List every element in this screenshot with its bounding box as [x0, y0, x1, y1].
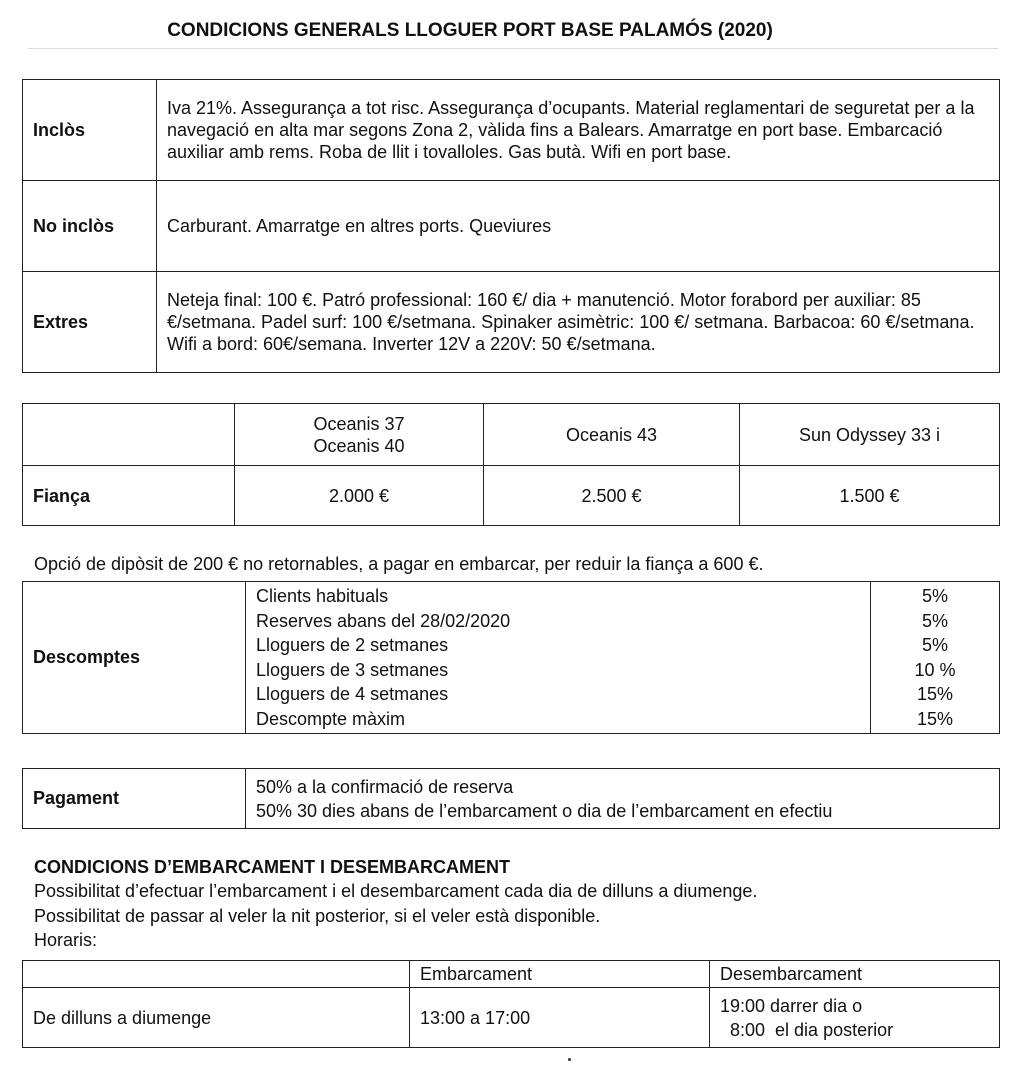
paragraph: Horaris: [34, 930, 98, 950]
column-header: Embarcament [410, 961, 710, 988]
model-header [235, 404, 484, 466]
title-divider [28, 48, 998, 49]
list-item: 10 % [914, 659, 956, 680]
extras-text: Neteja final: 100 €. Patró professional: 160 €/ dia + manutenció. Motor forabord per auxiliar: 85 €/setmana. Padel surf: 100 €/setmana. Spinaker asimètric: 100 €/ setmana. Barbacoa: 60 €/setmana. Wifi a bord: 60€/semana. Inverter 12V a 220V: 50 €/setmana. [157, 272, 1000, 373]
disembark-time [710, 988, 1000, 1048]
table-row [23, 961, 1000, 988]
table-row [23, 466, 1000, 526]
deposit-value: 2.000 € [235, 466, 484, 526]
table-row [23, 769, 1000, 829]
list-item: 50% 30 dies abans de l’embarcament o dia de l’embarcament en efectiu [256, 800, 833, 821]
section-heading: CONDICIONS D’EMBARCAMENT I DESEMBARCAMENT [34, 857, 510, 877]
not-included-text: Carburant. Amarratge en altres ports. Queviures [157, 181, 1000, 272]
table-row [23, 272, 1000, 373]
conditions-table [22, 79, 1000, 373]
payment-label: Pagament [23, 769, 246, 829]
blank-cell [23, 404, 235, 466]
model-name: Oceanis 37 [313, 413, 405, 434]
deposit-label: Fiança [23, 466, 235, 526]
list-item: Lloguers de 4 setmanes [256, 684, 449, 704]
list-item: Descompte màxim [256, 708, 406, 729]
discount-percentages [871, 582, 1000, 734]
model-header: Sun Odyssey 33 i [740, 404, 1000, 466]
disembark-line: 8:00 el dia posterior [730, 1019, 894, 1040]
list-item: 5% [921, 586, 948, 606]
list-item: 15% [916, 684, 954, 704]
deposit-value: 1.500 € [740, 466, 1000, 526]
schedule-table [22, 960, 1000, 1048]
deposit-table [22, 403, 1000, 526]
discounts-table [22, 581, 1000, 734]
payment-lines [246, 769, 1000, 829]
deposit-value: 2.500 € [484, 466, 740, 526]
list-item: Reserves abans del 28/02/2020 [256, 610, 511, 631]
discounts-label: Descomptes [23, 582, 246, 734]
deposit-note: Opció de dipòsit de 200 € no retornables, a pagar en embarcar, per reduir la fiança a 600 €. [34, 554, 764, 574]
blank-cell [23, 961, 410, 988]
list-item: Clients habituals [256, 586, 389, 606]
not-included-label: No inclòs [23, 181, 157, 272]
table-row [23, 80, 1000, 181]
list-item: 15% [916, 708, 954, 729]
page-title: CONDICIONS GENERALS LLOGUER PORT BASE PALAMÓS (2020) [167, 20, 773, 41]
paragraph: Possibilitat d’efectuar l’embarcament i el desembarcament cada dia de dilluns a diumenge. [34, 881, 758, 901]
discount-names [246, 582, 871, 734]
table-row [23, 404, 1000, 466]
list-item: Lloguers de 3 setmanes [256, 659, 449, 680]
extras-label: Extres [23, 272, 157, 373]
column-header: Desembarcament [710, 961, 1000, 988]
model-name: Oceanis 40 [313, 435, 405, 456]
list-item: Lloguers de 2 setmanes [256, 635, 449, 655]
list-item: 50% a la confirmació de reserva [256, 776, 514, 797]
included-label: Inclòs [23, 80, 157, 181]
list-item: 5% [921, 635, 948, 655]
embark-time: 13:00 a 17:00 [410, 988, 710, 1048]
paragraph: Possibilitat de passar al veler la nit posterior, si el veler està disponible. [34, 906, 601, 926]
scan-speck [568, 1058, 571, 1061]
disembark-line: 19:00 darrer dia o [720, 995, 863, 1016]
list-item: 5% [921, 610, 948, 631]
table-row [23, 582, 1000, 734]
included-text: Iva 21%. Assegurança a tot risc. Assegurança d’ocupants. Material reglamentari de seguretat per a la navegació en alta mar segons Zona 2, vàlida fins a Balears. Amarratge en port base. Embarcació auxiliar amb rems. Roba de llit i tovalloles. Gas butà. Wifi en port base. [157, 80, 1000, 181]
table-row [23, 181, 1000, 272]
payment-table [22, 768, 1000, 829]
model-header: Oceanis 43 [484, 404, 740, 466]
table-row [23, 988, 1000, 1048]
row-label: De dilluns a diumenge [23, 988, 410, 1048]
